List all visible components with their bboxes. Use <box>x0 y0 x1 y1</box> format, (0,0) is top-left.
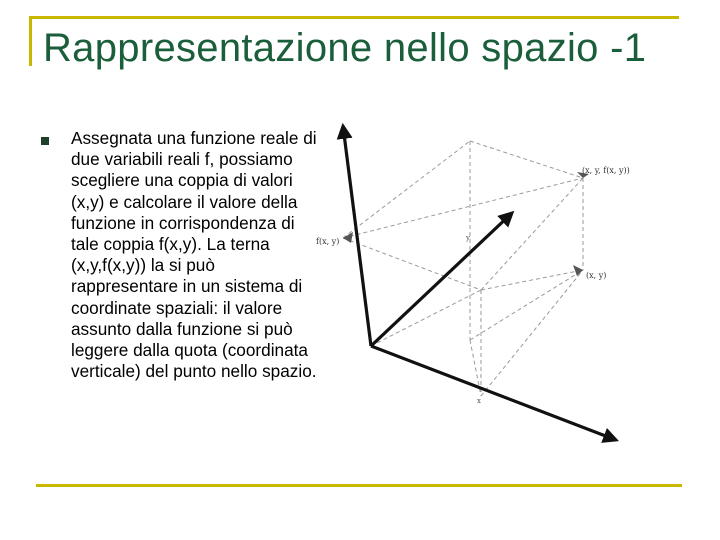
point-markers <box>343 172 589 276</box>
slide-title: Rappresentazione nello spazio -1 <box>43 26 647 70</box>
x-tick-label: x <box>477 397 481 405</box>
value-label: f(x, y) <box>316 237 340 246</box>
bullet-text: Assegnata una funzione reale di due variabili reali f, possiamo scegliere una coppia di valori (x,y) e calcolare il valore della funzione in corrispondenza di tale coppia f(x,y). La terna (x,y,f(x,y)) la si può rappresentare in un sistema di coordinate spaziali: il valore assunto dalla funzione si può leggere dalla quota (coordinata verticale) del punto nello spazio. <box>71 128 317 382</box>
point-base-marker <box>573 265 583 276</box>
y-tick-label: y <box>466 234 470 242</box>
bottom-accent-rule <box>36 484 682 487</box>
left-accent-rule <box>29 16 32 66</box>
3d-coordinate-diagram <box>316 118 646 450</box>
point-label: (x, y, f(x, y)) <box>582 166 630 175</box>
square-bullet-icon <box>41 137 49 145</box>
axes <box>343 126 616 440</box>
construction-lines <box>343 141 583 396</box>
top-accent-rule <box>29 16 679 19</box>
x-axis <box>371 346 616 440</box>
base-point-label: (x, y) <box>586 271 607 280</box>
